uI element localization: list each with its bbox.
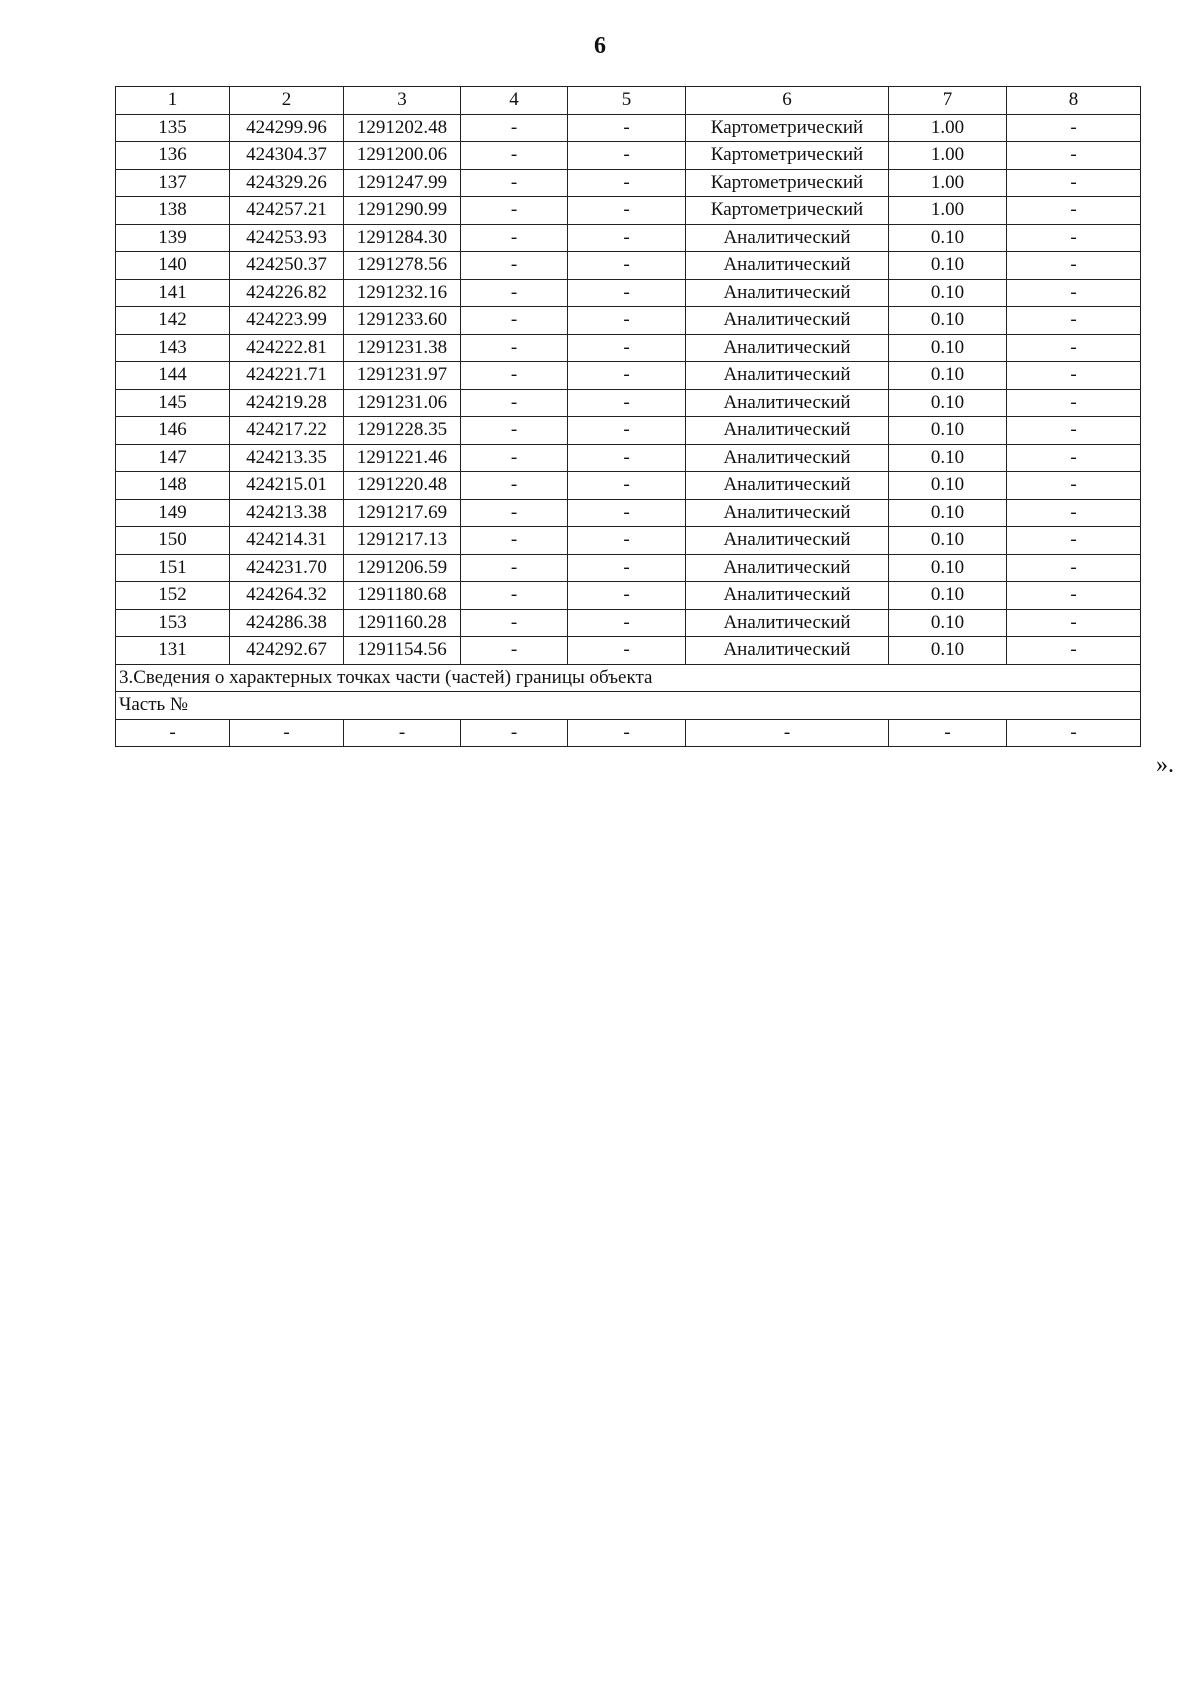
table-cell-col-5: -: [568, 307, 686, 335]
table-cell-col-8: -: [1007, 114, 1141, 142]
table-cell-col-8: -: [1007, 582, 1141, 610]
section-heading-row: [116, 664, 1141, 692]
table-cell-col-6: Картометрический: [686, 142, 889, 170]
table-cell-col-6: Аналитический: [686, 637, 889, 665]
table-cell-col-5: -: [568, 527, 686, 555]
table-row: [116, 554, 1141, 582]
table-row: [116, 362, 1141, 390]
table-cell-col-1: 140: [116, 252, 230, 280]
table-cell-col-2: 424222.81: [230, 334, 344, 362]
table-cell-col-6: Аналитический: [686, 307, 889, 335]
table-cell-col-4: -: [461, 279, 568, 307]
table-row: [116, 197, 1141, 225]
table-cell-col-5: -: [568, 114, 686, 142]
table-row: [116, 609, 1141, 637]
table-cell-col-4: -: [461, 114, 568, 142]
table-cell-col-7: -: [889, 719, 1007, 747]
table-cell-col-2: 424257.21: [230, 197, 344, 225]
table-cell-col-5: -: [568, 719, 686, 747]
table-cell-col-3: 1291221.46: [344, 444, 461, 472]
table-row: [116, 444, 1141, 472]
table-cell-col-1: 137: [116, 169, 230, 197]
table-cell-col-8: -: [1007, 527, 1141, 555]
table-cell-col-4: -: [461, 637, 568, 665]
table-cell-col-1: 131: [116, 637, 230, 665]
table-cell-col-8: -: [1007, 142, 1141, 170]
table-cell-col-2: 424253.93: [230, 224, 344, 252]
table-cell-col-1: 139: [116, 224, 230, 252]
table-cell-col-6: Аналитический: [686, 252, 889, 280]
table-cell-col-4: -: [461, 362, 568, 390]
table-cell-col-6: Аналитический: [686, 472, 889, 500]
table-cell-col-1: 138: [116, 197, 230, 225]
table-cell-col-4: -: [461, 527, 568, 555]
table-cell-col-4: -: [461, 582, 568, 610]
table-cell-col-5: -: [568, 334, 686, 362]
table-cell-col-2: 424217.22: [230, 417, 344, 445]
table-cell-col-8: -: [1007, 719, 1141, 747]
table-cell-col-4: -: [461, 554, 568, 582]
table-header-row: [116, 87, 1141, 115]
table-cell-col-7: 0.10: [889, 444, 1007, 472]
table-row: [116, 114, 1141, 142]
table-cell-col-4: -: [461, 389, 568, 417]
table-cell-col-6: Аналитический: [686, 389, 889, 417]
table-cell-col-4: -: [461, 334, 568, 362]
table-cell-col-2: 424214.31: [230, 527, 344, 555]
table-cell-col-3: 1291217.13: [344, 527, 461, 555]
table-cell-col-4: -: [461, 307, 568, 335]
table-cell-col-5: -: [568, 252, 686, 280]
table-cell-col-6: Аналитический: [686, 224, 889, 252]
table-cell-col-3: 1291202.48: [344, 114, 461, 142]
empty-part-row: [116, 719, 1141, 747]
table-row: [116, 472, 1141, 500]
table-cell-col-4: -: [461, 197, 568, 225]
table-cell-col-2: 424213.35: [230, 444, 344, 472]
table-cell-col-3: 1291290.99: [344, 197, 461, 225]
table-cell-col-5: -: [568, 197, 686, 225]
table-cell-col-4: -: [461, 417, 568, 445]
table-cell-col-8: -: [1007, 472, 1141, 500]
table-cell-col-8: -: [1007, 334, 1141, 362]
table-cell-col-6: Картометрический: [686, 114, 889, 142]
table-cell-col-1: 147: [116, 444, 230, 472]
table-row: [116, 279, 1141, 307]
table-cell-col-7: 7: [889, 87, 1007, 115]
table-cell-col-5: -: [568, 582, 686, 610]
section-heading-row-text: 3.Сведения о характерных точках части (частей) границы объекта: [116, 664, 1141, 692]
table-cell-col-2: 424226.82: [230, 279, 344, 307]
part-label-row: [116, 692, 1141, 720]
table-cell-col-7: 0.10: [889, 417, 1007, 445]
table-cell-col-7: 1.00: [889, 142, 1007, 170]
table-cell-col-7: 0.10: [889, 389, 1007, 417]
table-cell-col-3: 1291231.06: [344, 389, 461, 417]
table-cell-col-7: 0.10: [889, 527, 1007, 555]
table-row: [116, 389, 1141, 417]
table-cell-col-7: 0.10: [889, 472, 1007, 500]
table-cell-col-8: -: [1007, 417, 1141, 445]
table-cell-col-7: 0.10: [889, 582, 1007, 610]
table-cell-col-2: 424219.28: [230, 389, 344, 417]
table-row: [116, 637, 1141, 665]
table-cell-col-5: -: [568, 224, 686, 252]
table-cell-col-5: -: [568, 389, 686, 417]
table-cell-col-6: Аналитический: [686, 499, 889, 527]
table-row: [116, 252, 1141, 280]
table-cell-col-3: 1291154.56: [344, 637, 461, 665]
table-cell-col-3: 1291284.30: [344, 224, 461, 252]
table-cell-col-3: 1291180.68: [344, 582, 461, 610]
table-row: [116, 169, 1141, 197]
table-cell-col-1: 1: [116, 87, 230, 115]
table-cell-col-4: -: [461, 169, 568, 197]
table-cell-col-5: -: [568, 444, 686, 472]
table-cell-col-2: 424329.26: [230, 169, 344, 197]
table-cell-col-6: -: [686, 719, 889, 747]
table-cell-col-5: -: [568, 554, 686, 582]
table-cell-col-7: 1.00: [889, 197, 1007, 225]
table-cell-col-2: 424231.70: [230, 554, 344, 582]
table-cell-col-8: -: [1007, 362, 1141, 390]
table-cell-col-1: 153: [116, 609, 230, 637]
table-cell-col-4: -: [461, 472, 568, 500]
table-cell-col-2: 424292.67: [230, 637, 344, 665]
table-row: [116, 527, 1141, 555]
table-cell-col-4: -: [461, 224, 568, 252]
table-cell-col-6: 6: [686, 87, 889, 115]
table-cell-col-8: -: [1007, 637, 1141, 665]
table-cell-col-4: -: [461, 444, 568, 472]
table-row: [116, 499, 1141, 527]
table-cell-col-5: -: [568, 609, 686, 637]
table-cell-col-3: 1291231.38: [344, 334, 461, 362]
table-row: [116, 582, 1141, 610]
table-cell-col-3: 1291231.97: [344, 362, 461, 390]
table-row: [116, 307, 1141, 335]
table-row: [116, 334, 1141, 362]
table-body: [116, 87, 1141, 747]
table-cell-col-2: 424286.38: [230, 609, 344, 637]
table-cell-col-1: -: [116, 719, 230, 747]
table-cell-col-1: 151: [116, 554, 230, 582]
table-cell-col-4: 4: [461, 87, 568, 115]
table-cell-col-3: -: [344, 719, 461, 747]
table-cell-col-8: -: [1007, 169, 1141, 197]
table-cell-col-3: 1291233.60: [344, 307, 461, 335]
table-cell-col-2: 424215.01: [230, 472, 344, 500]
table-cell-col-8: -: [1007, 554, 1141, 582]
table-cell-col-7: 0.10: [889, 307, 1007, 335]
table-row: [116, 417, 1141, 445]
table-cell-col-2: -: [230, 719, 344, 747]
table-cell-col-5: -: [568, 637, 686, 665]
table-cell-col-3: 1291247.99: [344, 169, 461, 197]
page-number: 6: [594, 33, 606, 59]
table-cell-col-1: 144: [116, 362, 230, 390]
table-cell-col-1: 148: [116, 472, 230, 500]
table-cell-col-2: 424264.32: [230, 582, 344, 610]
part-label-row-text: Часть №: [116, 692, 1141, 720]
table-cell-col-8: -: [1007, 499, 1141, 527]
table-cell-col-6: Аналитический: [686, 362, 889, 390]
table-cell-col-6: Аналитический: [686, 444, 889, 472]
table-cell-col-7: 0.10: [889, 637, 1007, 665]
table-cell-col-6: Аналитический: [686, 527, 889, 555]
table-cell-col-3: 1291206.59: [344, 554, 461, 582]
table-cell-col-3: 1291217.69: [344, 499, 461, 527]
table-cell-col-7: 0.10: [889, 224, 1007, 252]
table-cell-col-5: -: [568, 142, 686, 170]
table-cell-col-1: 143: [116, 334, 230, 362]
table-cell-col-4: -: [461, 142, 568, 170]
table-cell-col-7: 1.00: [889, 169, 1007, 197]
table-cell-col-1: 145: [116, 389, 230, 417]
table-cell-col-5: -: [568, 417, 686, 445]
table-cell-col-3: 3: [344, 87, 461, 115]
table-cell-col-6: Аналитический: [686, 417, 889, 445]
table-cell-col-8: -: [1007, 444, 1141, 472]
table-cell-col-7: 0.10: [889, 334, 1007, 362]
table-cell-col-6: Картометрический: [686, 169, 889, 197]
table-cell-col-5: -: [568, 499, 686, 527]
table-cell-col-7: 0.10: [889, 279, 1007, 307]
table-cell-col-5: -: [568, 472, 686, 500]
table-cell-col-8: -: [1007, 609, 1141, 637]
table-row: [116, 142, 1141, 170]
table-cell-col-6: Аналитический: [686, 582, 889, 610]
table-row: [116, 224, 1141, 252]
table-cell-col-8: 8: [1007, 87, 1141, 115]
table-cell-col-3: 1291220.48: [344, 472, 461, 500]
table-cell-col-7: 0.10: [889, 554, 1007, 582]
table-cell-col-3: 1291200.06: [344, 142, 461, 170]
table-cell-col-3: 1291232.16: [344, 279, 461, 307]
table-cell-col-8: -: [1007, 252, 1141, 280]
table-cell-col-5: -: [568, 279, 686, 307]
table-cell-col-2: 424223.99: [230, 307, 344, 335]
table-cell-col-5: -: [568, 169, 686, 197]
table-cell-col-7: 1.00: [889, 114, 1007, 142]
table-cell-col-3: 1291278.56: [344, 252, 461, 280]
table-cell-col-2: 424213.38: [230, 499, 344, 527]
table-cell-col-7: 0.10: [889, 609, 1007, 637]
table-cell-col-1: 150: [116, 527, 230, 555]
table-cell-col-7: 0.10: [889, 499, 1007, 527]
table-cell-col-5: 5: [568, 87, 686, 115]
table-cell-col-2: 424304.37: [230, 142, 344, 170]
table-cell-col-8: -: [1007, 224, 1141, 252]
table-cell-col-1: 135: [116, 114, 230, 142]
table-cell-col-1: 152: [116, 582, 230, 610]
table-cell-col-6: Картометрический: [686, 197, 889, 225]
table-cell-col-1: 136: [116, 142, 230, 170]
table-cell-col-1: 146: [116, 417, 230, 445]
table-cell-col-2: 424221.71: [230, 362, 344, 390]
table-cell-col-1: 149: [116, 499, 230, 527]
table-cell-col-2: 424299.96: [230, 114, 344, 142]
table-cell-col-8: -: [1007, 307, 1141, 335]
table-cell-col-1: 142: [116, 307, 230, 335]
table-cell-col-8: -: [1007, 279, 1141, 307]
table-cell-col-6: Аналитический: [686, 609, 889, 637]
table-cell-col-3: 1291160.28: [344, 609, 461, 637]
table-cell-col-4: -: [461, 252, 568, 280]
table-cell-col-1: 141: [116, 279, 230, 307]
table-cell-col-7: 0.10: [889, 252, 1007, 280]
closing-quote: ».: [1156, 752, 1174, 778]
table-cell-col-2: 424250.37: [230, 252, 344, 280]
table-cell-col-4: -: [461, 719, 568, 747]
table-cell-col-6: Аналитический: [686, 334, 889, 362]
table-cell-col-3: 1291228.35: [344, 417, 461, 445]
table-cell-col-8: -: [1007, 197, 1141, 225]
table-cell-col-8: -: [1007, 389, 1141, 417]
table-cell-col-6: Аналитический: [686, 279, 889, 307]
table-cell-col-6: Аналитический: [686, 554, 889, 582]
table-cell-col-4: -: [461, 609, 568, 637]
table-cell-col-5: -: [568, 362, 686, 390]
table-cell-col-4: -: [461, 499, 568, 527]
table-cell-col-2: 2: [230, 87, 344, 115]
coordinates-table: [115, 86, 1141, 747]
table-cell-col-7: 0.10: [889, 362, 1007, 390]
